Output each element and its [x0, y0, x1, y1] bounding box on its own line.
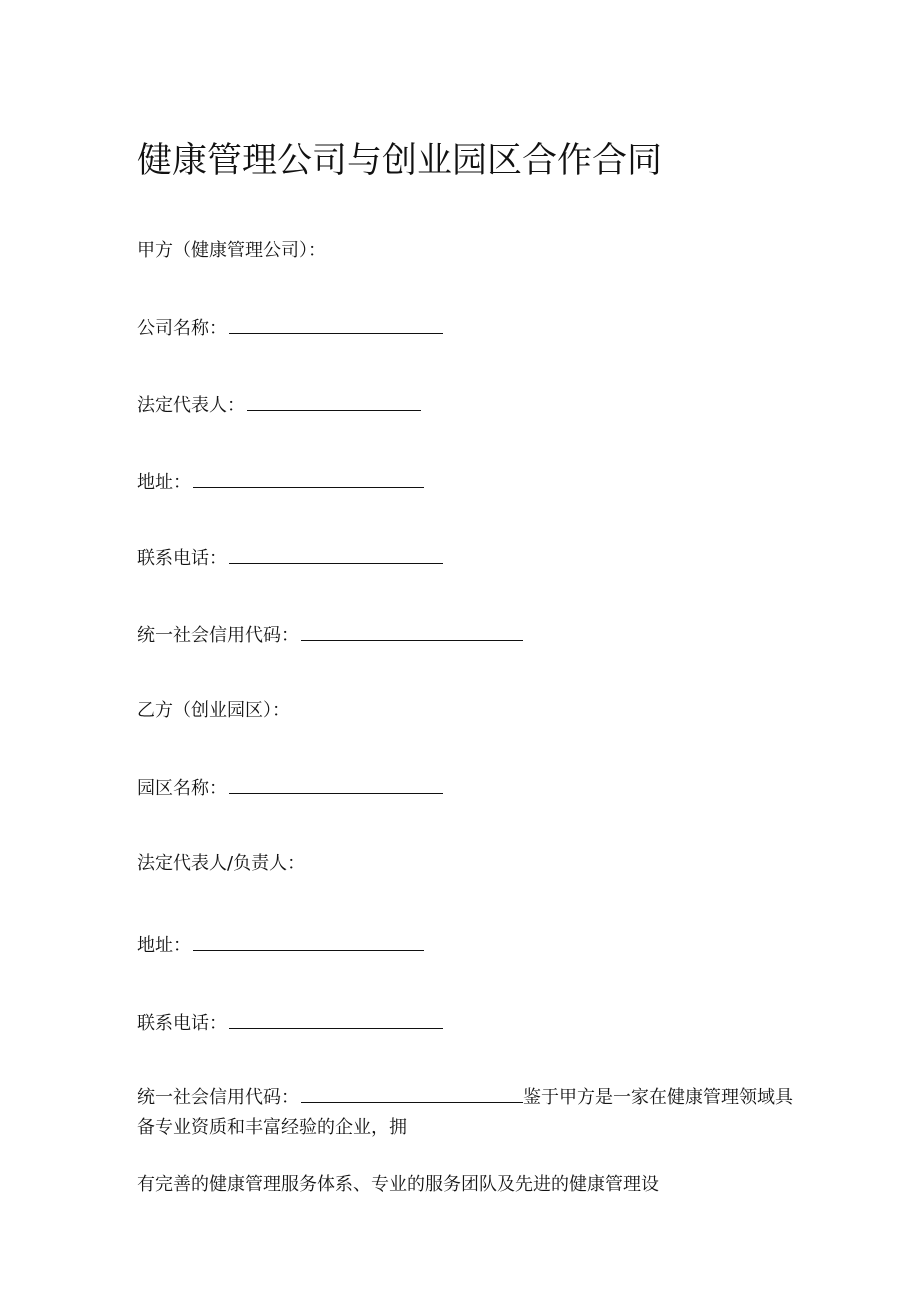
park-name-label: 园区名称： — [137, 778, 227, 799]
park-address-label: 地址： — [137, 935, 191, 956]
park-credit-code-blank[interactable] — [301, 1083, 523, 1103]
party-a-phone-row — [137, 544, 443, 572]
phone-label: 联系电话： — [137, 548, 227, 569]
credit-code-blank[interactable] — [301, 621, 523, 641]
legal-rep-responsible-label: 法定代表人/负责人： — [137, 853, 306, 874]
party-a-heading-text: 甲方（健康管理公司）： — [137, 240, 326, 261]
legal-rep-blank[interactable] — [247, 391, 421, 411]
park-phone-blank[interactable] — [229, 1009, 443, 1029]
party-b-phone-row — [137, 1009, 443, 1037]
phone-blank[interactable] — [229, 544, 443, 564]
address-blank[interactable] — [193, 468, 424, 488]
party-b-heading — [137, 698, 290, 724]
address-label: 地址： — [137, 472, 191, 493]
legal-rep-label: 法定代表人： — [137, 395, 245, 416]
park-credit-code-label: 统一社会信用代码： — [137, 1087, 299, 1108]
company-name-label: 公司名称： — [137, 318, 227, 339]
party-a-credit-code-row — [137, 621, 523, 649]
park-address-blank[interactable] — [193, 931, 424, 951]
park-name-blank[interactable] — [229, 774, 443, 794]
contract-title: 健康管理公司与创业园区合作合同 — [137, 141, 663, 181]
park-phone-label: 联系电话： — [137, 1013, 227, 1034]
party-a-address-row — [137, 468, 424, 496]
party-b-address-row — [137, 931, 424, 959]
recital-continuation — [137, 1172, 659, 1198]
party-a-heading — [137, 238, 326, 264]
credit-code-label: 统一社会信用代码： — [137, 625, 299, 646]
party-a-legal-rep-row — [137, 391, 421, 419]
party-b-park-name-row — [137, 774, 443, 802]
party-b-heading-text: 乙方（创业园区）： — [137, 700, 290, 721]
party-b-legal-rep-row — [137, 851, 305, 877]
party-b-credit-code-and-recital — [137, 1083, 797, 1143]
party-a-company-name-row — [137, 314, 443, 342]
recital-text-part2: 有完善的健康管理服务体系、专业的服务团队及先进的健康管理设 — [137, 1174, 659, 1195]
company-name-blank[interactable] — [229, 314, 443, 334]
recital-text-part1: 鉴于甲方是一家在健康管理领域具备专业资质和丰富经验的企业，拥 — [137, 1087, 793, 1138]
